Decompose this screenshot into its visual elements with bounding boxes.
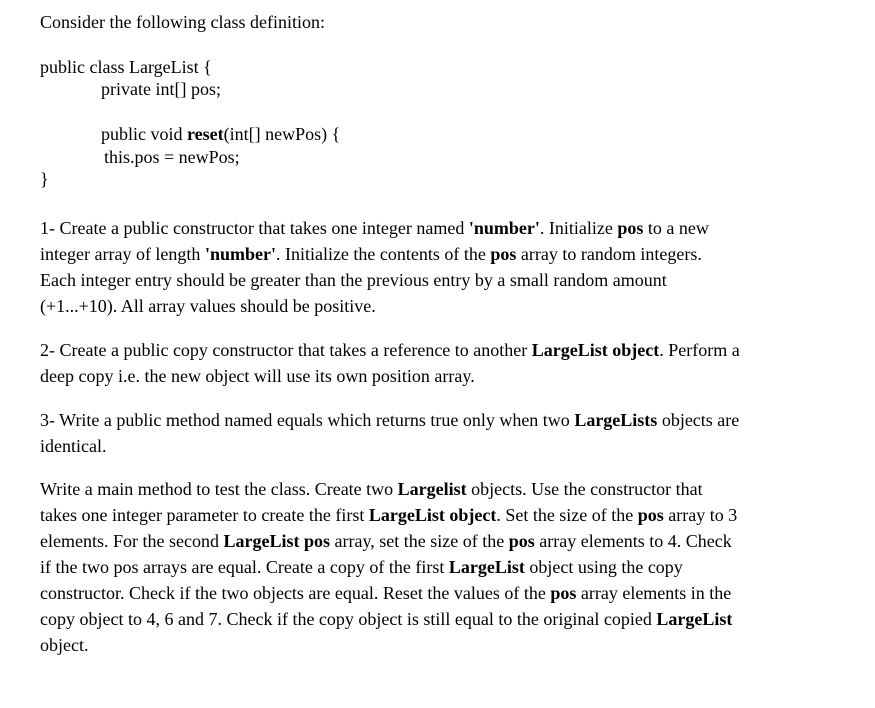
q1-line-3: Each integer entry should be greater than the previous entry by a small random amount (40, 270, 667, 290)
q3-line-2: identical. (40, 436, 107, 456)
q1-line-4: (+1...+10). All array values should be positive. (40, 296, 376, 316)
main-line-5: constructor. Check if the two objects are equal. Reset the values of the pos array elements in the (40, 583, 732, 603)
main-line-4: if the two pos arrays are equal. Create a copy of the first LargeList object using the copy (40, 557, 683, 577)
main-line-3: elements. For the second LargeList pos array, set the size of the pos array elements to 4. Check (40, 531, 732, 551)
code-field-declaration: private int[] pos; (101, 79, 221, 99)
code-class-declaration: public class LargeList { (40, 57, 212, 77)
q2-line-1: 2- Create a public copy constructor that takes a reference to another LargeList object. Perform a (40, 340, 740, 360)
q2-line-2: deep copy i.e. the new object will use its own position array. (40, 366, 475, 386)
main-line-1: Write a main method to test the class. Create two Largelist objects. Use the constructor that (40, 479, 703, 499)
main-line-6: copy object to 4, 6 and 7. Check if the copy object is still equal to the original copied LargeList (40, 609, 733, 629)
q1-line-1: 1- Create a public constructor that takes one integer named 'number'. Initialize pos to a new (40, 218, 709, 238)
q1-line-2: integer array of length 'number'. Initialize the contents of the pos array to random integers. (40, 244, 702, 264)
code-closing-brace: } (40, 169, 49, 189)
q3-line-1: 3- Write a public method named equals which returns true only when two LargeLists objects are (40, 410, 740, 430)
method-name: reset (187, 124, 224, 144)
code-method-body: this.pos = newPos; (104, 147, 240, 167)
intro-text: Consider the following class definition: (40, 12, 325, 32)
code-method-signature: public void reset(int[] newPos) { (101, 124, 341, 144)
main-line-2: takes one integer parameter to create the first LargeList object. Set the size of the pos array to 3 (40, 505, 738, 525)
main-line-7: object. (40, 635, 89, 655)
